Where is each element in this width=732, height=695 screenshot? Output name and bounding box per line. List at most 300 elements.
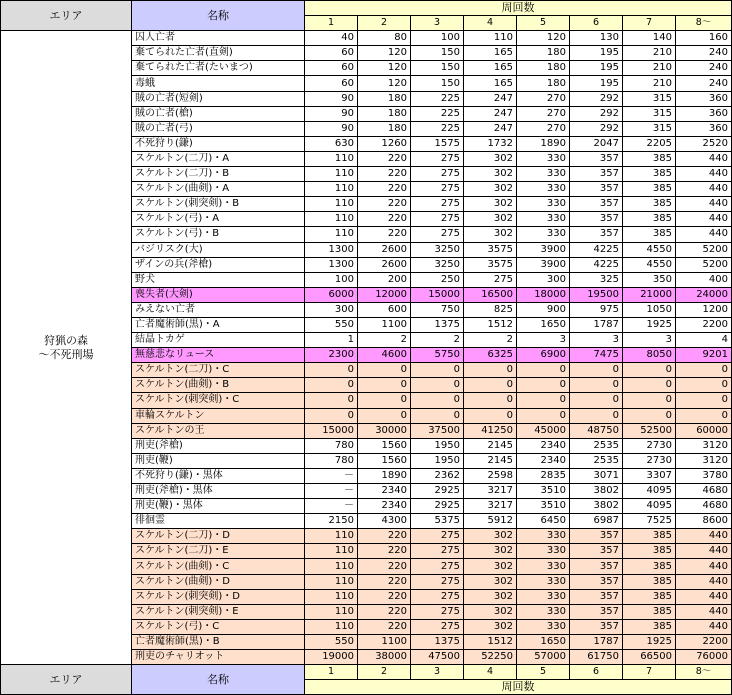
soul-value: 440 — [676, 559, 732, 574]
soul-value: 110 — [305, 574, 358, 589]
soul-value: 220 — [358, 151, 411, 166]
soul-value: 1300 — [305, 257, 358, 272]
loop-column-footer: 2 — [358, 665, 411, 680]
soul-value: 180 — [358, 91, 411, 106]
soul-value: 40 — [305, 31, 358, 46]
soul-value: 385 — [623, 529, 676, 544]
soul-value: 60 — [305, 76, 358, 91]
soul-value: 275 — [411, 227, 464, 242]
soul-value: 110 — [305, 182, 358, 197]
soul-value: 2 — [411, 333, 464, 348]
soul-value: 360 — [676, 121, 732, 136]
soul-value: 110 — [464, 31, 517, 46]
soul-value: 385 — [623, 212, 676, 227]
soul-value: 0 — [358, 363, 411, 378]
soul-value: 57000 — [517, 650, 570, 665]
soul-value: 440 — [676, 589, 732, 604]
soul-value: 16500 — [464, 287, 517, 302]
soul-value: 357 — [570, 197, 623, 212]
soul-value: 76000 — [676, 650, 732, 665]
soul-value: 315 — [623, 91, 676, 106]
soul-value: 110 — [305, 151, 358, 166]
soul-value: 6325 — [464, 348, 517, 363]
soul-value: 2520 — [676, 136, 732, 151]
loop-column-header: 8～ — [676, 16, 732, 31]
soul-value: 630 — [305, 136, 358, 151]
soul-value: 315 — [623, 106, 676, 121]
soul-value: － — [305, 484, 358, 499]
soul-value: 4225 — [570, 257, 623, 272]
soul-value: 150 — [411, 46, 464, 61]
soul-value: 2047 — [570, 136, 623, 151]
soul-value: 6900 — [517, 348, 570, 363]
soul-value: 6450 — [517, 514, 570, 529]
soul-value: 1560 — [358, 453, 411, 468]
soul-value: 330 — [517, 167, 570, 182]
soul-value: 41250 — [464, 423, 517, 438]
soul-value: 240 — [676, 46, 732, 61]
soul-value: 1 — [305, 333, 358, 348]
soul-value: 385 — [623, 544, 676, 559]
soul-value: 0 — [517, 408, 570, 423]
soul-value: 385 — [623, 559, 676, 574]
soul-value: 247 — [464, 121, 517, 136]
footer-row-top — [1, 665, 732, 680]
soul-value: 5200 — [676, 257, 732, 272]
soul-value: 9201 — [676, 348, 732, 363]
soul-value: 780 — [305, 453, 358, 468]
soul-value: 275 — [411, 151, 464, 166]
soul-value: 440 — [676, 227, 732, 242]
soul-value: 4550 — [623, 242, 676, 257]
soul-value: 100 — [411, 31, 464, 46]
soul-value: 302 — [464, 197, 517, 212]
soul-value: 0 — [623, 408, 676, 423]
soul-value: 3510 — [517, 499, 570, 514]
soul-value: 90 — [305, 91, 358, 106]
soul-value: 275 — [411, 167, 464, 182]
soul-value: 19000 — [305, 650, 358, 665]
soul-value: 180 — [358, 106, 411, 121]
table-body — [1, 1, 732, 695]
enemy-name: スケルトン(弓)・B — [132, 227, 305, 242]
soul-value: 5912 — [464, 514, 517, 529]
enemy-name: スケルトン(曲剣)・D — [132, 574, 305, 589]
enemy-name: 棄てられた亡者(直剣) — [132, 46, 305, 61]
soul-value: 240 — [676, 76, 732, 91]
soul-value: 275 — [411, 182, 464, 197]
soul-value: 110 — [305, 529, 358, 544]
soul-value: 4550 — [623, 257, 676, 272]
soul-value: 195 — [570, 76, 623, 91]
soul-value: 165 — [464, 46, 517, 61]
soul-value: 0 — [676, 408, 732, 423]
soul-value: 220 — [358, 227, 411, 242]
enemy-name: 棄てられた亡者(たいまつ) — [132, 61, 305, 76]
soul-value: 750 — [411, 302, 464, 317]
enemy-name: 賊の亡者(弓) — [132, 121, 305, 136]
soul-value: 360 — [676, 106, 732, 121]
soul-value: 120 — [358, 76, 411, 91]
soul-value: 110 — [305, 212, 358, 227]
area-header: エリア — [1, 1, 132, 31]
soul-value: 220 — [358, 544, 411, 559]
soul-value: 2598 — [464, 468, 517, 483]
enemy-name: 賊の亡者(槍) — [132, 106, 305, 121]
soul-value: 2 — [358, 333, 411, 348]
soul-value: 780 — [305, 438, 358, 453]
soul-value: 100 — [305, 272, 358, 287]
soul-value: 385 — [623, 574, 676, 589]
soul-value: 6987 — [570, 514, 623, 529]
soul-value: 440 — [676, 167, 732, 182]
loop-column-footer: 5 — [517, 665, 570, 680]
soul-value: 220 — [358, 529, 411, 544]
soul-value: 0 — [623, 378, 676, 393]
soul-value: 15000 — [305, 423, 358, 438]
soul-value: 7475 — [570, 348, 623, 363]
soul-value: 0 — [411, 378, 464, 393]
soul-value: 275 — [411, 559, 464, 574]
enemy-name: スケルトン(弓)・A — [132, 212, 305, 227]
enemy-name: スケルトン(二刀)・C — [132, 363, 305, 378]
soul-value: 1100 — [358, 317, 411, 332]
soul-value: 550 — [305, 634, 358, 649]
enemy-name: 刑吏のチャリオット — [132, 650, 305, 665]
soul-value: 220 — [358, 197, 411, 212]
soul-value: 300 — [517, 272, 570, 287]
soul-value: － — [305, 468, 358, 483]
enemy-name: スケルトン(二刀)・A — [132, 151, 305, 166]
loop-column-footer: 6 — [570, 665, 623, 680]
soul-value: 250 — [411, 272, 464, 287]
soul-value: 3 — [517, 333, 570, 348]
soul-value: 330 — [517, 604, 570, 619]
enemy-name: スケルトン(曲剣)・B — [132, 378, 305, 393]
soul-value: 275 — [411, 589, 464, 604]
soul-value: 0 — [305, 393, 358, 408]
soul-value: 1925 — [623, 317, 676, 332]
soul-value: 440 — [676, 604, 732, 619]
soul-value: 3217 — [464, 484, 517, 499]
soul-value: 357 — [570, 182, 623, 197]
loop-column-header: 1 — [305, 16, 358, 31]
soul-value: 2340 — [517, 438, 570, 453]
soul-value: 900 — [517, 302, 570, 317]
soul-value: 110 — [305, 589, 358, 604]
enemy-name: 刑吏(鞭) — [132, 453, 305, 468]
soul-value: 120 — [358, 46, 411, 61]
soul-value: 1650 — [517, 317, 570, 332]
loop-column-header: 7 — [623, 16, 676, 31]
soul-value: 165 — [464, 76, 517, 91]
soul-value: 225 — [411, 106, 464, 121]
soul-value: 292 — [570, 106, 623, 121]
soul-value: 385 — [623, 619, 676, 634]
enemy-name: スケルトン(二刀)・D — [132, 529, 305, 544]
soul-value: 110 — [305, 227, 358, 242]
soul-value: 600 — [358, 302, 411, 317]
soul-value: 1200 — [676, 302, 732, 317]
soul-value: 0 — [676, 393, 732, 408]
soul-value: 2300 — [305, 348, 358, 363]
soul-value: 0 — [305, 378, 358, 393]
soul-value: 110 — [305, 604, 358, 619]
soul-value: 330 — [517, 197, 570, 212]
soul-value: 315 — [623, 121, 676, 136]
soul-value: 210 — [623, 46, 676, 61]
soul-value: 38000 — [358, 650, 411, 665]
soul-value: 357 — [570, 227, 623, 242]
soul-value: 440 — [676, 182, 732, 197]
soul-value: 1890 — [358, 468, 411, 483]
soul-value: 3250 — [411, 257, 464, 272]
soul-value: 7525 — [623, 514, 676, 529]
soul-value: 4225 — [570, 242, 623, 257]
soul-value: 0 — [464, 378, 517, 393]
soul-value: 357 — [570, 212, 623, 227]
soul-value: 220 — [358, 574, 411, 589]
loop-column-header: 2 — [358, 16, 411, 31]
soul-value: 275 — [411, 544, 464, 559]
soul-value: 21000 — [623, 287, 676, 302]
soul-value: 140 — [623, 31, 676, 46]
soul-value: 0 — [570, 393, 623, 408]
soul-value: 110 — [305, 167, 358, 182]
soul-value: 330 — [517, 529, 570, 544]
soul-value: 440 — [676, 197, 732, 212]
soul-value: 2362 — [411, 468, 464, 483]
soul-value: 220 — [358, 167, 411, 182]
soul-value: 2 — [464, 333, 517, 348]
soul-value: 825 — [464, 302, 517, 317]
soul-value: 302 — [464, 619, 517, 634]
soul-value: 3307 — [623, 468, 676, 483]
soul-value: 3217 — [464, 499, 517, 514]
soul-value: 2730 — [623, 438, 676, 453]
enemy-name: スケルトン(曲剣)・A — [132, 182, 305, 197]
soul-value: 357 — [570, 619, 623, 634]
soul-value: 1787 — [570, 634, 623, 649]
soul-value: 1260 — [358, 136, 411, 151]
soul-value: 4300 — [358, 514, 411, 529]
soul-value: 0 — [411, 393, 464, 408]
enemy-name: 亡者魔術師(黒)・A — [132, 317, 305, 332]
soul-value: 357 — [570, 604, 623, 619]
soul-value: 0 — [358, 408, 411, 423]
enemy-name: ザインの兵(斧槍) — [132, 257, 305, 272]
soul-value: 195 — [570, 46, 623, 61]
soul-value: 0 — [305, 363, 358, 378]
soul-value: 330 — [517, 589, 570, 604]
soul-value: 3575 — [464, 257, 517, 272]
soul-value: 385 — [623, 589, 676, 604]
loop-header: 周回数 — [305, 1, 732, 16]
soul-value: 330 — [517, 212, 570, 227]
enemy-name: スケルトン(二刀)・B — [132, 167, 305, 182]
soul-value: 80 — [358, 31, 411, 46]
soul-value: 0 — [570, 378, 623, 393]
soul-value: 210 — [623, 61, 676, 76]
soul-value: 0 — [464, 393, 517, 408]
soul-value: 385 — [623, 182, 676, 197]
soul-value: 302 — [464, 167, 517, 182]
soul-value: 2600 — [358, 257, 411, 272]
soul-value: 0 — [676, 363, 732, 378]
enemy-name: スケルトン(刺突剣)・E — [132, 604, 305, 619]
soul-value: 110 — [305, 544, 358, 559]
soul-value: 1650 — [517, 634, 570, 649]
soul-value: 302 — [464, 182, 517, 197]
soul-value: 400 — [676, 272, 732, 287]
loop-column-header: 3 — [411, 16, 464, 31]
soul-value: 3802 — [570, 484, 623, 499]
soul-value: 1890 — [517, 136, 570, 151]
soul-value: 225 — [411, 91, 464, 106]
soul-value: 120 — [358, 61, 411, 76]
loop-column-footer: 4 — [464, 665, 517, 680]
soul-value: 1375 — [411, 317, 464, 332]
soul-value: 2340 — [517, 453, 570, 468]
soul-value: 302 — [464, 529, 517, 544]
enemy-name: 刑吏(斧槍) — [132, 438, 305, 453]
soul-value: 3900 — [517, 257, 570, 272]
soul-value: 24000 — [676, 287, 732, 302]
enemy-name: 亡者魔術師(黒)・B — [132, 634, 305, 649]
area-name-line1: 狩猟の森 — [44, 333, 88, 347]
soul-value: 0 — [623, 363, 676, 378]
soul-value: 302 — [464, 227, 517, 242]
soul-value: 1512 — [464, 317, 517, 332]
soul-value: 357 — [570, 151, 623, 166]
enemy-name: 賊の亡者(短剣) — [132, 91, 305, 106]
enemy-name: スケルトン(刺突剣)・B — [132, 197, 305, 212]
enemy-name: 毒蛾 — [132, 76, 305, 91]
soul-value: 180 — [517, 76, 570, 91]
soul-value: 330 — [517, 151, 570, 166]
area-footer: エリア — [1, 665, 132, 695]
soul-value: 2200 — [676, 634, 732, 649]
soul-value: 0 — [358, 393, 411, 408]
soul-value: 0 — [623, 393, 676, 408]
soul-value: 330 — [517, 182, 570, 197]
soul-value: 15000 — [411, 287, 464, 302]
table-row — [1, 31, 732, 46]
soul-value: 4095 — [623, 499, 676, 514]
soul-value: 440 — [676, 212, 732, 227]
name-footer: 名称 — [132, 665, 305, 695]
soul-value: 2145 — [464, 453, 517, 468]
soul-value: 300 — [305, 302, 358, 317]
soul-value: 1512 — [464, 634, 517, 649]
soul-value: 3802 — [570, 499, 623, 514]
soul-value: 270 — [517, 121, 570, 136]
header-row-top — [1, 1, 732, 16]
soul-value: 5375 — [411, 514, 464, 529]
soul-value: 220 — [358, 212, 411, 227]
soul-value: 357 — [570, 529, 623, 544]
soul-value: 110 — [305, 559, 358, 574]
soul-value: 225 — [411, 121, 464, 136]
soul-value: 275 — [411, 619, 464, 634]
enemy-name: みえない亡者 — [132, 302, 305, 317]
soul-value: 385 — [623, 167, 676, 182]
soul-value: 0 — [464, 363, 517, 378]
soul-value: 4680 — [676, 484, 732, 499]
soul-value: 1300 — [305, 242, 358, 257]
soul-value: 18000 — [517, 287, 570, 302]
soul-value: 52250 — [464, 650, 517, 665]
soul-value: 330 — [517, 619, 570, 634]
enemy-name: スケルトン(二刀)・E — [132, 544, 305, 559]
soul-value: 1950 — [411, 453, 464, 468]
soul-value: 110 — [305, 619, 358, 634]
soul-value: 360 — [676, 91, 732, 106]
soul-value: 160 — [676, 31, 732, 46]
enemy-name: 野犬 — [132, 272, 305, 287]
loop-column-header: 5 — [517, 16, 570, 31]
soul-value: 325 — [570, 272, 623, 287]
soul-value: 247 — [464, 91, 517, 106]
soul-value: 165 — [464, 61, 517, 76]
soul-value: 247 — [464, 106, 517, 121]
soul-value: 60 — [305, 61, 358, 76]
soul-value: 2535 — [570, 453, 623, 468]
soul-value: 302 — [464, 604, 517, 619]
area-name-line2: ～不死刑場 — [38, 347, 94, 361]
soul-value: 6000 — [305, 287, 358, 302]
enemy-name: 徘徊霊 — [132, 514, 305, 529]
soul-value: 3 — [570, 333, 623, 348]
soul-value: 385 — [623, 197, 676, 212]
soul-value: 302 — [464, 559, 517, 574]
soul-value: 4680 — [676, 499, 732, 514]
soul-value: 330 — [517, 227, 570, 242]
soul-value: 3120 — [676, 453, 732, 468]
soul-value: 30000 — [358, 423, 411, 438]
enemy-name: 喪失者(大剣) — [132, 287, 305, 302]
soul-value: 275 — [411, 604, 464, 619]
soul-value: 150 — [411, 76, 464, 91]
enemy-name: スケルトンの王 — [132, 423, 305, 438]
soul-value: 440 — [676, 544, 732, 559]
soul-value: 60 — [305, 46, 358, 61]
soul-value: 275 — [411, 197, 464, 212]
soul-value: 2600 — [358, 242, 411, 257]
soul-value: 8600 — [676, 514, 732, 529]
soul-value: 275 — [411, 529, 464, 544]
soul-value: 0 — [358, 378, 411, 393]
soul-value: 302 — [464, 544, 517, 559]
soul-value: 0 — [570, 408, 623, 423]
soul-value: 275 — [464, 272, 517, 287]
enemy-name: 結晶トカゲ — [132, 333, 305, 348]
soul-value: 357 — [570, 589, 623, 604]
enemy-name: スケルトン(曲剣)・C — [132, 559, 305, 574]
soul-value: 180 — [517, 61, 570, 76]
soul-value: 0 — [517, 393, 570, 408]
soul-value: 0 — [411, 363, 464, 378]
soul-value: 220 — [358, 182, 411, 197]
soul-value: 0 — [305, 408, 358, 423]
soul-value: 385 — [623, 227, 676, 242]
soul-value: 3250 — [411, 242, 464, 257]
soul-value: 440 — [676, 151, 732, 166]
soul-value: 210 — [623, 76, 676, 91]
soul-value: 90 — [305, 121, 358, 136]
soul-value: 357 — [570, 559, 623, 574]
soul-value: 1732 — [464, 136, 517, 151]
